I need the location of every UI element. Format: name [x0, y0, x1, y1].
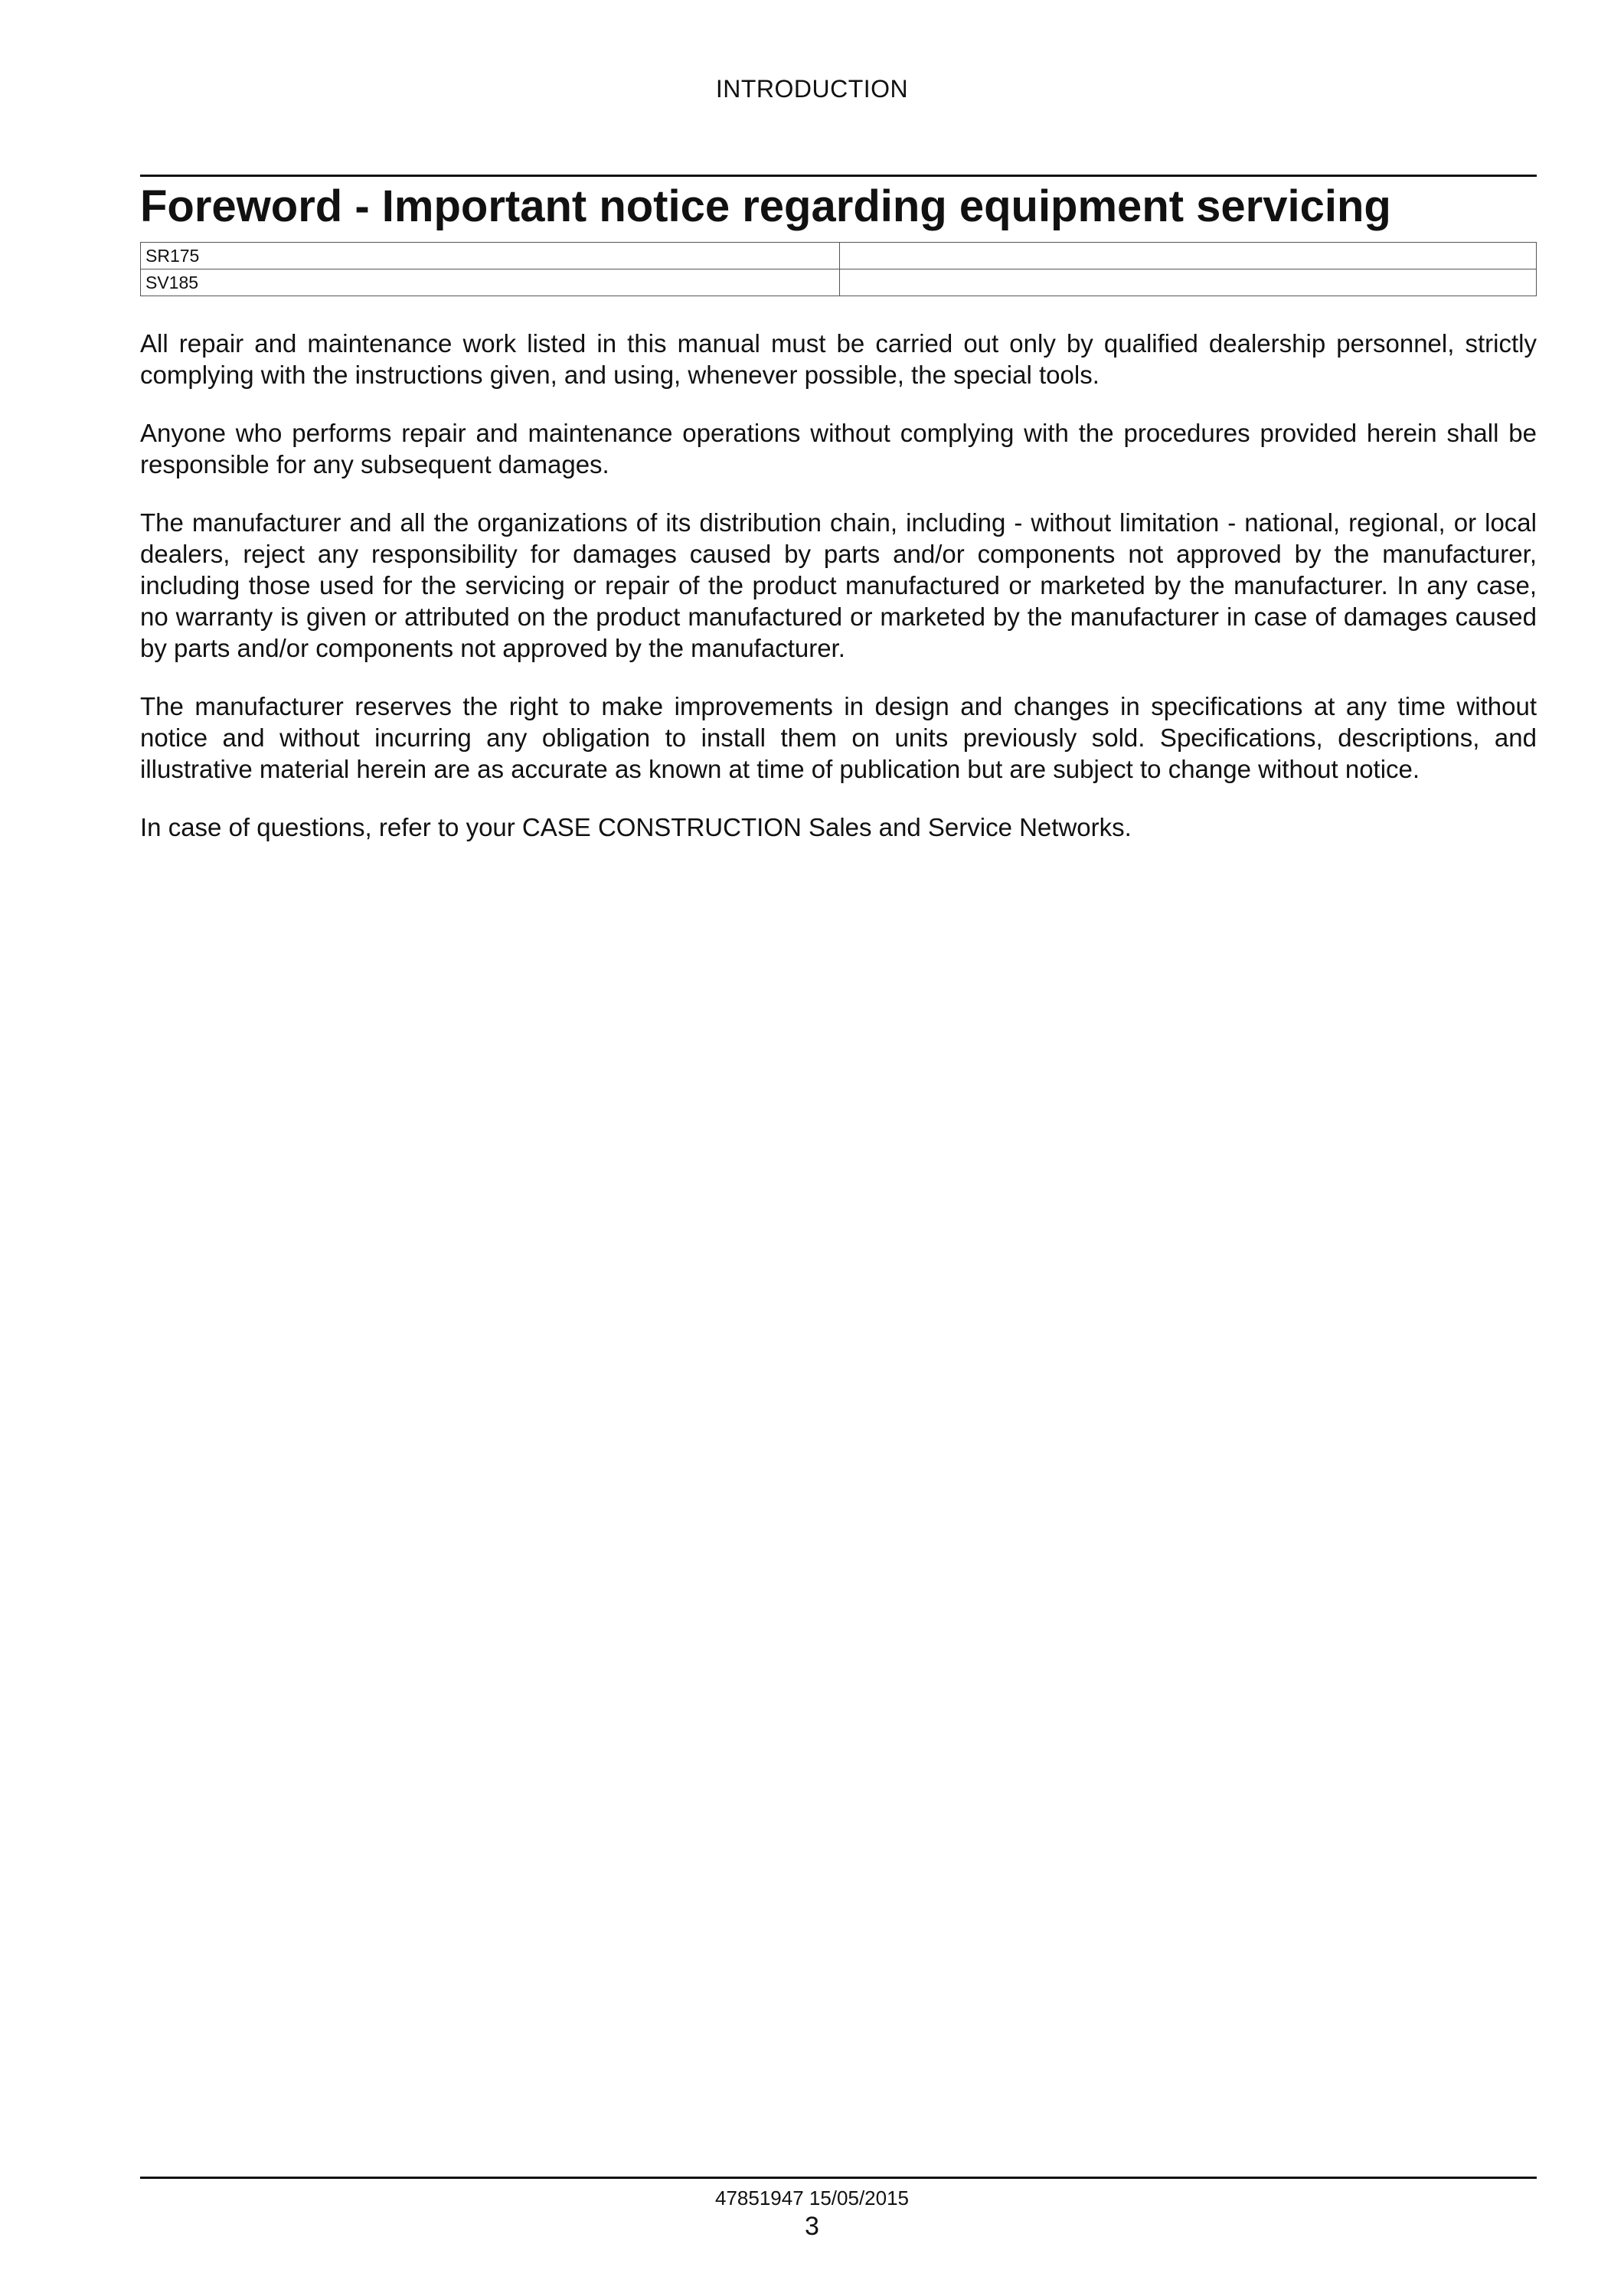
document-reference: 47851947 15/05/2015	[714, 2187, 910, 2209]
paragraph: The manufacturer and all the organizations of its distribution chain, including - without limitation - national, regional, or local dealers, reject any responsibility for damages caused by parts and/or components not approved by the manufacturer, including those used for the servicing or repair of the product manufactured or marketed by the manufacturer. In any case, no warranty is given or attributed on the product manufactured or marketed by the manufacturer in case of damages caused by parts and/or components not approved by the manufacturer.	[140, 508, 1537, 662]
model-extra-cell	[840, 243, 1537, 269]
table-row	[141, 243, 1537, 269]
running-header: INTRODUCTION	[715, 75, 909, 103]
page-number: 3	[805, 2212, 819, 2241]
paragraph: The manufacturer reserves the right to make improvements in design and changes in specifications at any time without notice and without incurring any obligation to install them on units previously sold. Specifications, descriptions, and illustrative material herein are as accurate as known at time of publication but are subject to change without notice.	[140, 692, 1537, 783]
paragraph: Anyone who performs repair and maintenance operations without complying with the procedures provided herein shall be responsible for any subsequent damages.	[140, 419, 1537, 478]
footer-divider	[140, 2177, 1537, 2179]
model-extra-cell	[840, 269, 1537, 296]
header-divider	[140, 175, 1537, 177]
table-row	[141, 269, 1537, 296]
model-cell: SR175	[141, 243, 840, 269]
paragraph: In case of questions, refer to your CASE CONSTRUCTION Sales and Service Networks.	[140, 813, 1132, 841]
paragraph: All repair and maintenance work listed in this manual must be carried out only by qualified dealership personnel, strictly complying with the instructions given, and using, whenever possible, the special tools.	[140, 329, 1537, 389]
body-text	[140, 328, 1537, 870]
page-title: Foreword - Important notice regarding equipment servicing	[140, 181, 1391, 231]
model-applicability-table	[140, 242, 1537, 296]
model-cell: SV185	[141, 269, 840, 296]
